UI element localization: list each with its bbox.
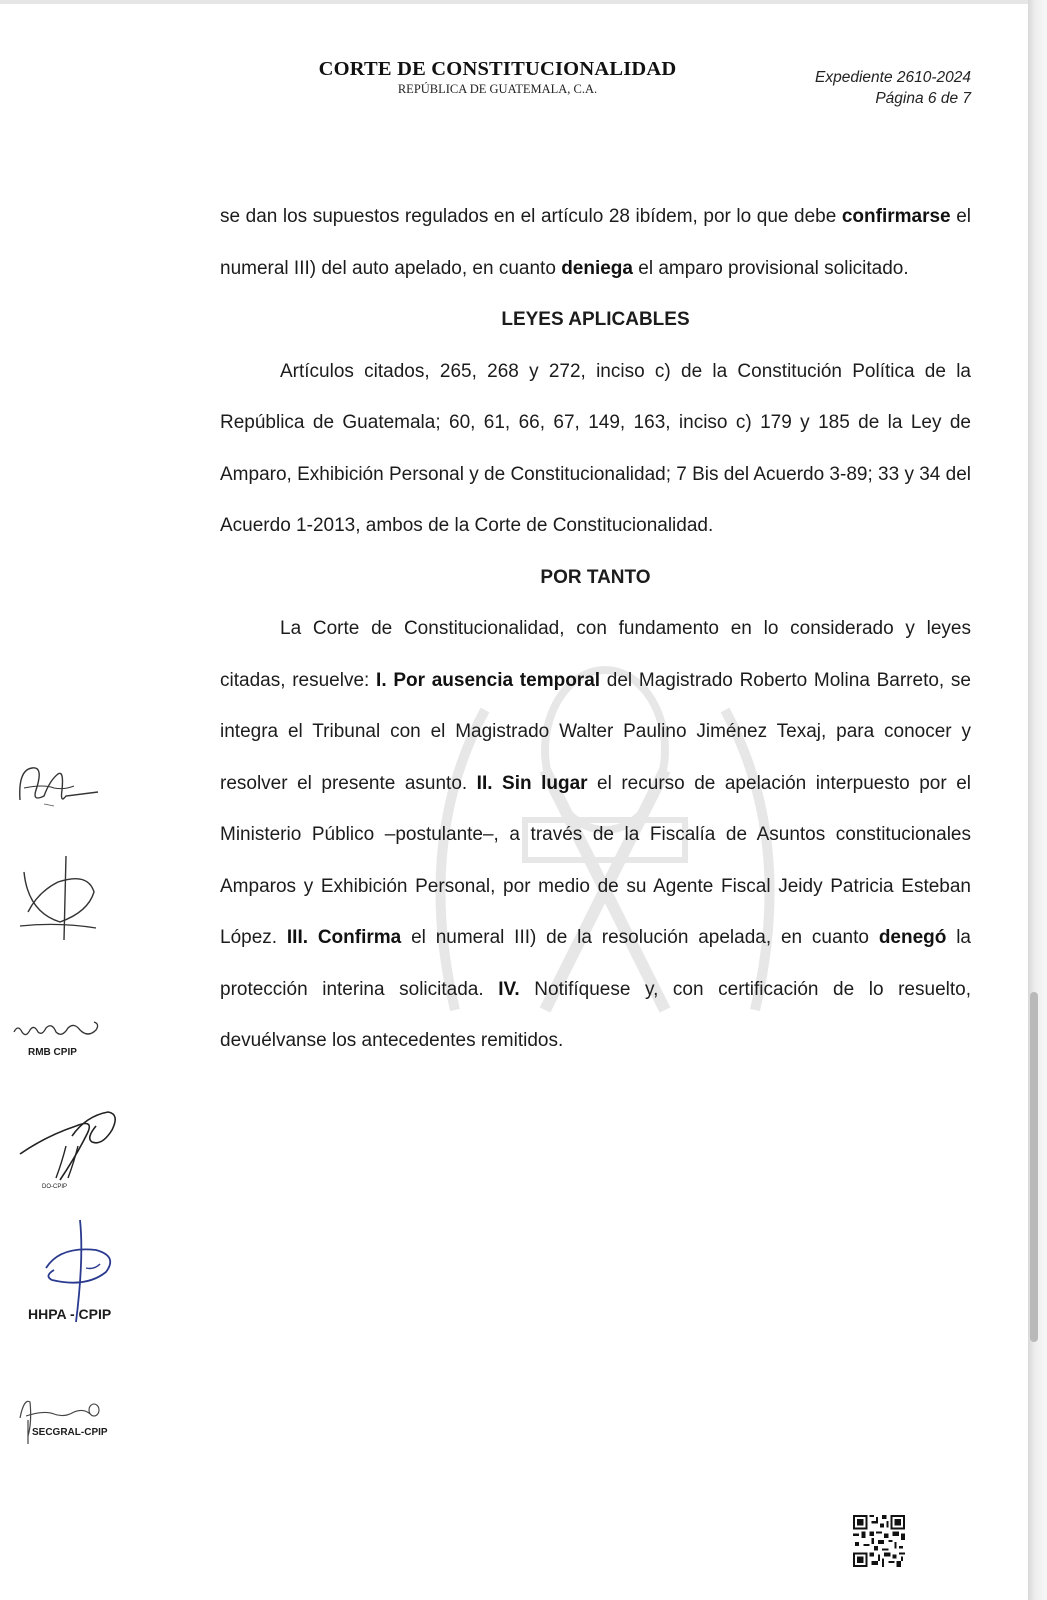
- resolution-body: [220, 191, 971, 1067]
- text-run: la protección interina solicitada.: [220, 927, 971, 1000]
- bold-text-run: confirmarse: [841, 206, 951, 227]
- scrollbar-thumb[interactable]: [1030, 992, 1038, 1342]
- signature-label-rmb: RMB CPIP: [28, 1047, 77, 1058]
- court-country: REPÚBLICA DE GUATEMALA, C.A.: [397, 82, 598, 96]
- page-edge: [1028, 0, 1047, 1600]
- page-top-border: [0, 0, 1028, 4]
- signature-label-hhpa: HHPA - CPIP: [28, 1306, 112, 1322]
- heading-leyes-aplicables: LEYES APLICABLES: [501, 309, 690, 330]
- expediente-number: Expediente 2610-2024: [815, 69, 971, 86]
- heading-por-tanto: POR TANTO: [540, 566, 651, 588]
- text-run: del Magistrado Roberto Molina Barreto, se integra el Tribunal con el Magistrado Walter Paulino Jiménez Texaj, para conocer y resolver el presente asunto.: [220, 669, 971, 794]
- qr-code: [853, 1515, 905, 1567]
- signature-label-secgral: SECGRAL-CPIP: [32, 1427, 108, 1438]
- text-run: el recurso de apelación interpuesto por el Ministerio Público –postulante–, a través de la Fiscalía de Asuntos constitucionales Amparos y Exhibición Personal, por medio de su Agente Fiscal Jeidy Patricia Esteban López.: [220, 772, 971, 948]
- bold-text-run: II. Sin lugar: [476, 772, 588, 794]
- text-run: La Corte de Constitucionalidad, con fundamento en lo considerado y leyes citadas, resuelve:: [220, 618, 971, 691]
- signature-label-do: DO-CPIP: [42, 1184, 68, 1190]
- text-run: el numeral III) de la resolución apelada, en cuanto: [401, 927, 879, 948]
- signature-4: [16, 1106, 124, 1186]
- bold-text-run: I. Por ausencia temporal: [376, 669, 601, 691]
- text-run: Notifíquese y, con certificación de lo resuelto, devuélvanse los antecedentes remitidos.: [220, 978, 971, 1051]
- bold-text-run: denegó: [878, 927, 947, 948]
- signature-3: [10, 1016, 102, 1046]
- court-header: [300, 58, 695, 97]
- signature-1: [14, 760, 100, 818]
- signature-2: [18, 852, 100, 944]
- paragraph-leyes: Artículos citados, 265, 268 y 272, inciso c) de la Constitución Política de la República de Guatemala; 60, 61, 66, 67, 149, 163, inciso c) 179 y 185 de la Ley de Amparo, Exhibición Personal y de Constitucionalidad; 7 Bis del Acuerdo 3-89; 33 y 34 del Acuerdo 1-2013, ambos de la Corte de Constitucionalidad.: [220, 360, 971, 536]
- court-name: CORTE DE CONSTITUCIONALIDAD: [318, 58, 677, 80]
- paragraph-por-tanto: [220, 603, 971, 1067]
- paragraph-confirmation: [220, 191, 971, 294]
- bold-text-run: IV.: [498, 978, 520, 1000]
- bold-text-run: III. Confirma: [286, 927, 402, 948]
- text-run: el numeral III) del auto apelado, en cuanto: [220, 206, 971, 279]
- text-run: el amparo provisional solicitado.: [633, 257, 909, 279]
- bold-text-run: deniega: [561, 257, 633, 279]
- page-number: Página 6 de 7: [875, 90, 971, 107]
- text-run: se dan los supuestos regulados en el artículo 28 ibídem, por lo que debe: [220, 206, 842, 227]
- case-reference: [740, 67, 971, 109]
